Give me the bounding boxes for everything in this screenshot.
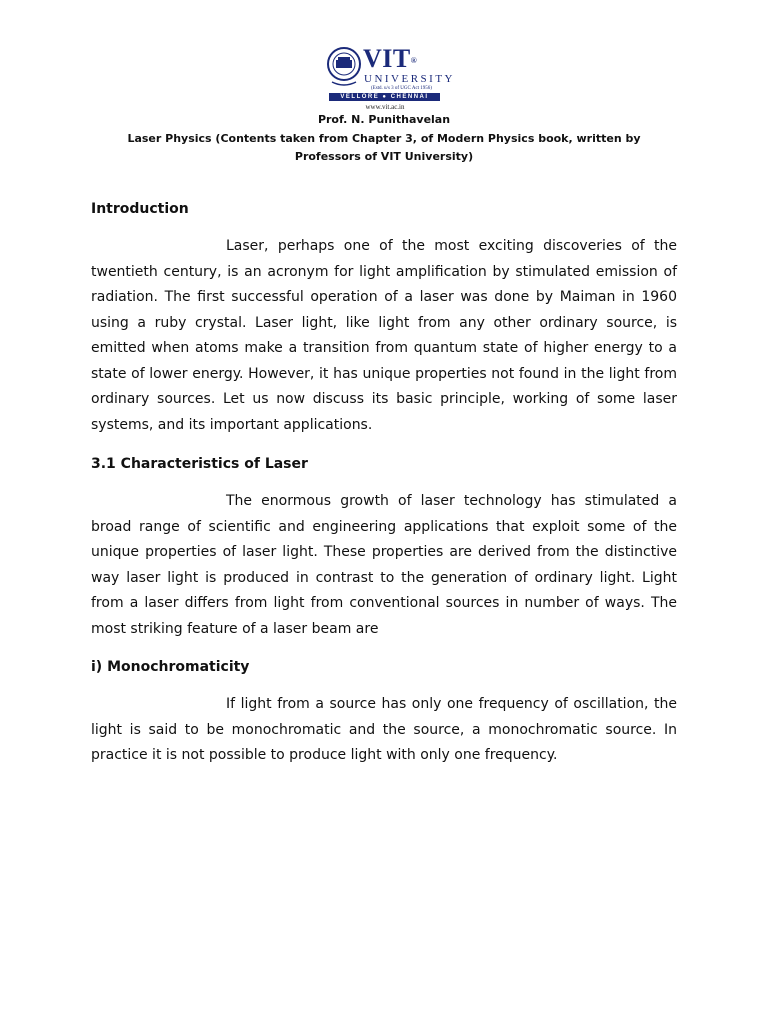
section-heading-monochromaticity: i) Monochromaticity bbox=[91, 659, 250, 675]
logo-campuses: VELLORE ● CHENNAI bbox=[329, 93, 440, 101]
section-paragraph-introduction: Laser, perhaps one of the most exciting discoveries of the twentieth century, is an acronym for light amplification by stimulated emission of radiation. The first successful operation of a laser was done by Maiman in 1960 using a ruby crystal. Laser light, like light from any other ordinary source, is emitted when atoms make a transition from quantum state of higher energy to a state of lower energy. However, it has unique properties not found in the light from ordinary sources. Let us now discuss its basic principle, working of some laser systems, and its important applications. bbox=[91, 238, 677, 433]
university-logo bbox=[327, 44, 455, 112]
section-heading-introduction: Introduction bbox=[91, 201, 189, 217]
document-title: Laser Physics (Contents taken from Chapter 3, of Modern Physics book, written by Professors of VIT University) bbox=[127, 132, 641, 163]
section-paragraph-monochromaticity: If light from a source has only one frequency of oscillation, the light is said to be monochromatic and the source, a monochromatic source. In practice it is not possible to produce light with only one frequency. bbox=[91, 696, 677, 763]
section-heading-characteristics: 3.1 Characteristics of Laser bbox=[91, 456, 308, 472]
university-seal-icon bbox=[327, 44, 361, 90]
author-line: Prof. N. Punithavelan bbox=[317, 113, 451, 126]
logo-wordmark: VIT® bbox=[363, 44, 418, 73]
logo-established: (Estd. u/s 3 of UGC Act 1956) bbox=[371, 86, 432, 91]
logo-website: www.vit.ac.in bbox=[365, 103, 405, 111]
logo-subtitle: UNIVERSITY bbox=[364, 73, 455, 85]
section-paragraph-characteristics: The enormous growth of laser technology has stimulated a broad range of scientific and engineering applications that exploit some of the unique properties of laser light. These properties are derived from the distinctive way laser light is produced in contrast to the generation of ordinary light. Light from a laser differs from light from conventional sources in number of ways. The most striking feature of a laser beam are bbox=[91, 493, 677, 637]
